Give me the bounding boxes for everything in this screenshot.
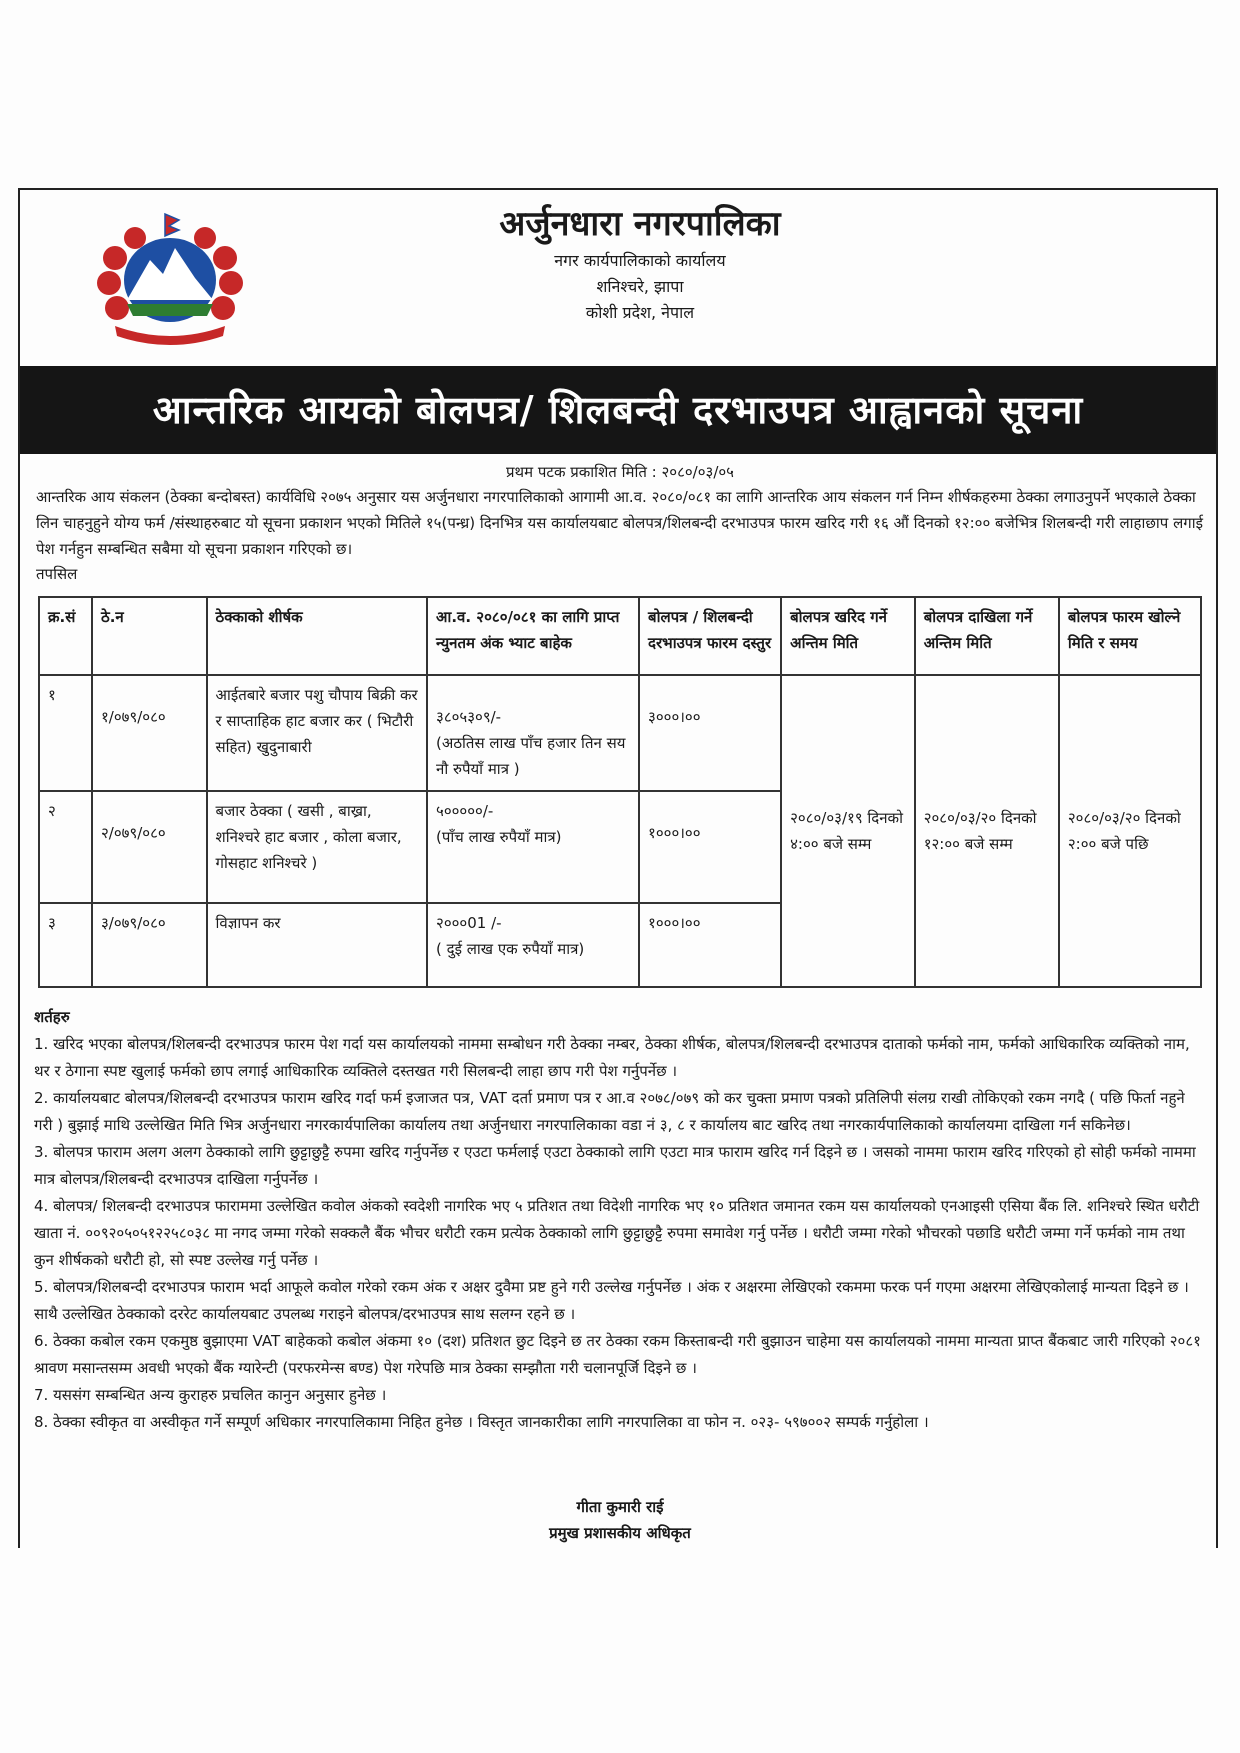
col-header-form-fee: बोलपत्र / शिलबन्दी दरभाउपत्र फारम दस्तुर (639, 597, 781, 675)
table-header-row (39, 597, 1201, 675)
cell-purchase-deadline: २०८०/०३/१९ दिनको ४:०० बजे सम्म (781, 675, 915, 987)
contract-no-text: २/०७९/०८० (101, 824, 166, 842)
amount-figure: ५०००००/- (436, 802, 494, 820)
col-header-contract-no: ठे.न (92, 597, 207, 675)
condition-item: 1. खरिद भएका बोलपत्र/शिलबन्दी दरभाउपत्र फारम पेश गर्दा यस कार्यालयको नाममा सम्बोधन गरी ठेक्का नम्बर, ठेक्का शीर्षक, बोलपत्र/शिलबन्दी दरभाउपत्र दाताको फर्मको नाम, फर्मको आधिकारिक व्यक्तिको नाम, थर र ठेगाना स्पष्ट खुलाई फर्मको छाप लगाई आधिकारिक व्यक्तिले दस्तखत गरी सिलबन्दी लाहा छाप गरी पेश गर्नुपर्नेछ । (34, 1035, 1190, 1080)
bid-table (38, 596, 1202, 988)
intro-paragraph: आन्तरिक आय संकलन (ठेक्का बन्दोबस्त) कार्यविधि २०७५ अनुसार यस अर्जुनधारा नगरपालिकाको आगामी आ.व. २०८०/०८१ का लागि आन्तरिक आय संकलन गर्न निम्न शीर्षकहरुमा ठेक्का लगाउनुपर्ने भएकाले ठेक्का लिन चाहनुहुने योग्य फर्म /संस्थाहरुबाट यो सूचना प्रकाशन भएको मितिले १५(पन्ध्र) दिनभित्र यस कार्यालयबाट बोलपत्र/शिलबन्दी दरभाउपत्र फारम खरिद गरी १६ औं दिनको १२:०० बजेभित्र शिलबन्दी गरी लाहाछाप लगाई पेश गर्नहुन सम्बन्धित सबैमा यो सूचना प्रकाशन गरिएको छ। (36, 488, 1203, 558)
cell-amount (427, 903, 639, 987)
cell-fee (639, 675, 781, 791)
cell-title: विज्ञापन कर (207, 903, 428, 987)
col-header-sn: क्र.सं (39, 597, 92, 675)
cell-fee (639, 791, 781, 903)
header (340, 200, 940, 326)
col-header-opening-time: बोलपत्र फारम खोल्ने मिति र समय (1059, 597, 1201, 675)
col-header-title: ठेक्काको शीर्षक (207, 597, 428, 675)
condition-item: 6. ठेक्का कबोल रकम एकमुष्ठ बुझाएमा VAT बाहेकको कबोल अंकमा १० (दश) प्रतिशत छुट दिइने छ तर ठेक्का रकम किस्ताबन्दी गरी बुझाउन चाहेमा यस कार्यालयको नाममा मान्यता प्राप्त बैंकबाट जारी गरिएको २०८१ श्रावण मसान्तसम्म अवधी भएको बैंक ग्यारेन्टी (परफरमेन्स बण्ड) पेश गरेपछि मात्र ठेक्का सम्झौता गरी चलानपूर्जि दिइने छ । (34, 1332, 1201, 1377)
cell-submit-deadline: २०८०/०३/२० दिनको १२:०० बजे सम्म (915, 675, 1059, 987)
col-header-purchase-deadline: बोलपत्र खरिद गर्ने अन्तिम मिति (781, 597, 915, 675)
cell-title: आईतबारे बजार पशु चौपाय बिक्री कर र साप्ताहिक हाट बजार कर ( भिटौरी सहित) खुदुनाबारी (207, 675, 428, 791)
amount-words: (पाँच लाख रुपैयाँ मात्र) (436, 828, 562, 846)
office-name: नगर कार्यपालिकाको कार्यालय (554, 251, 726, 270)
condition-item: 5. बोलपत्र/शिलबन्दी दरभाउपत्र फाराम भर्दा आफूले कवोल गरेको रकम अंक र अक्षर दुवैमा प्रष्ट हुने गरी उल्लेख गर्नुपर्नेछ । अंक र अक्षरमा लेखिएको रकममा फरक पर्न गएमा अक्षरमा लेखिएकोलाई मान्यता दिइने छ ।साथै उल्लेखित ठेक्काको दररेट कार्यालयबाट उपलब्ध गराइने बोलपत्र/दरभाउपत्र साथ सलग्न रहने छ । (34, 1278, 1189, 1323)
signature-block (0, 1494, 1240, 1546)
amount-words: (अठतिस लाख पाँच हजार तिन सय नौ रुपैयाँ मात्र ) (436, 734, 626, 778)
fee-text: १०००।०० (648, 824, 701, 842)
amount-figure: २०००01 /- (436, 914, 502, 932)
details-label: तपसिल (36, 565, 78, 583)
cell-fee: १०००।०० (639, 903, 781, 987)
cell-sn: १ (39, 675, 92, 791)
cell-contract-no (92, 675, 207, 791)
contract-no-text: १/०७९/०८० (101, 708, 166, 726)
condition-item: 2. कार्यालयबाट बोलपत्र/शिलबन्दी दरभाउपत्र फाराम खरिद गर्दा फर्म इजाजत पत्र, VAT दर्ता प्रमाण पत्र र आ.व २०७८/०७९ को कर चुक्ता प्रमाण पत्रको प्रतिलिपी संलग्र राखी तोकिएको रकम नगदै ( पछि फिर्ता नहुने गरी ) बुझाई माथि उल्लेखित मिति भित्र अर्जुनधारा नगरकार्यपालिका कार्यालय तथा अर्जुनधारा नगरपालिकाका वडा नं ३, ८ र कार्यालय बाट खरिद तथा नगरकार्यपालिकाको कार्यालयमा दाखिला गर्न सकिनेछ। (34, 1089, 1185, 1134)
notice-title-banner: आन्तरिक आयको बोलपत्र/ शिलबन्दी दरभाउपत्र आह्वानको सूचना (20, 366, 1216, 454)
fee-text: ३०००।०० (648, 708, 701, 726)
signatory-name: गीता कुमारी राई (576, 1498, 664, 1516)
cell-amount (427, 791, 639, 903)
cell-sn: ३ (39, 903, 92, 987)
amount-words: ( दुई लाख एक रुपैयाँ मात्र) (436, 940, 585, 958)
nepal-emblem-icon (95, 208, 245, 348)
condition-item: 3. बोलपत्र फाराम अलग अलग ठेक्काको लागि छुट्टाछुट्टै रुपमा खरिद गर्नुपर्नेछ र एउटा फर्मलाई एउटा ठेक्काको लागि एउटा मात्र फाराम खरिद गर्न दिइने छ । जसको नाममा फाराम खरिद गरिएको हो सोही फर्मको नाममा मात्र बोलपत्र/शिलबन्दी दरभाउपत्र दाखिला गर्नुपर्नेछ । (34, 1143, 1196, 1188)
published-date: प्रथम पटक प्रकाशित मिति : २०८०/०३/०५ (506, 463, 734, 481)
cell-opening-time: २०८०/०३/२० दिनको २:०० बजे पछि (1059, 675, 1201, 987)
condition-item: 8. ठेक्का स्वीकृत वा अस्वीकृत गर्ने सम्पूर्ण अधिकार नगरपालिकामा निहित हुनेछ । विस्तृत जानकारीका लागि नगरपालिका वा फोन न. ०२३- ५९७००२ सम्पर्क गर्नुहोला । (34, 1413, 929, 1431)
cell-amount (427, 675, 639, 791)
table-row (39, 675, 1201, 791)
office-location: शनिश्चरे, झापा (596, 277, 684, 296)
cell-contract-no: ३/०७९/०८० (92, 903, 207, 987)
condition-item: 7. यससंग सम्बन्धित अन्य कुराहरु प्रचलित कानुन अनुसार हुनेछ । (34, 1386, 387, 1404)
org-name: अर्जुनधारा नगरपालिका (499, 204, 781, 244)
cell-sn: २ (39, 791, 92, 903)
amount-figure: ३८०५३०९/- (436, 708, 502, 726)
conditions-title: शर्तहरु (34, 1008, 70, 1026)
cell-title: बजार ठेक्का ( खसी , बाख्रा, शनिश्चरे हाट बजार , कोला बजार, गोसहाट शनिश्चरे ) (207, 791, 428, 903)
province: कोशी प्रदेश, नेपाल (585, 303, 695, 322)
col-header-min-amount: आ.व. २०८०/०८१ का लागि प्राप्त न्युनतम अंक भ्याट बाहेक (427, 597, 639, 675)
conditions-section (34, 1004, 1206, 1436)
col-header-submit-deadline: बोलपत्र दाखिला गर्ने अन्तिम मिति (915, 597, 1059, 675)
cell-contract-no (92, 791, 207, 903)
condition-item: 4. बोलपत्र/ शिलबन्दी दरभाउपत्र फाराममा उल्लेखित कवोल अंकको स्वदेशी नागरिक भए ५ प्रतिशत तथा विदेशी नागरिक भए १० प्रतिशत जमानत रकम यस कार्यालयको एनआइसी एसिया बैंक लि. शनिश्चरे स्थित धरौटी खाता नं. ००९२०५०५१२२५८०३८ मा नगद जम्मा गरेको सक्कलै बैंक भौचर धरौटी रकम प्रत्येक ठेक्काको लागि छुट्टाछुट्टै रुपमा समावेश गर्नु पर्नेछ । धरौटी जम्मा गरेको भौचरको पछाडि धरौटी जम्मा गर्ने फर्मको नाम तथा कुन शीर्षकको धरौटी हो, सो स्पष्ट उल्लेख गर्नु पर्नेछ । (34, 1197, 1200, 1269)
signatory-designation: प्रमुख प्रशासकीय अधिकृत (549, 1524, 691, 1542)
